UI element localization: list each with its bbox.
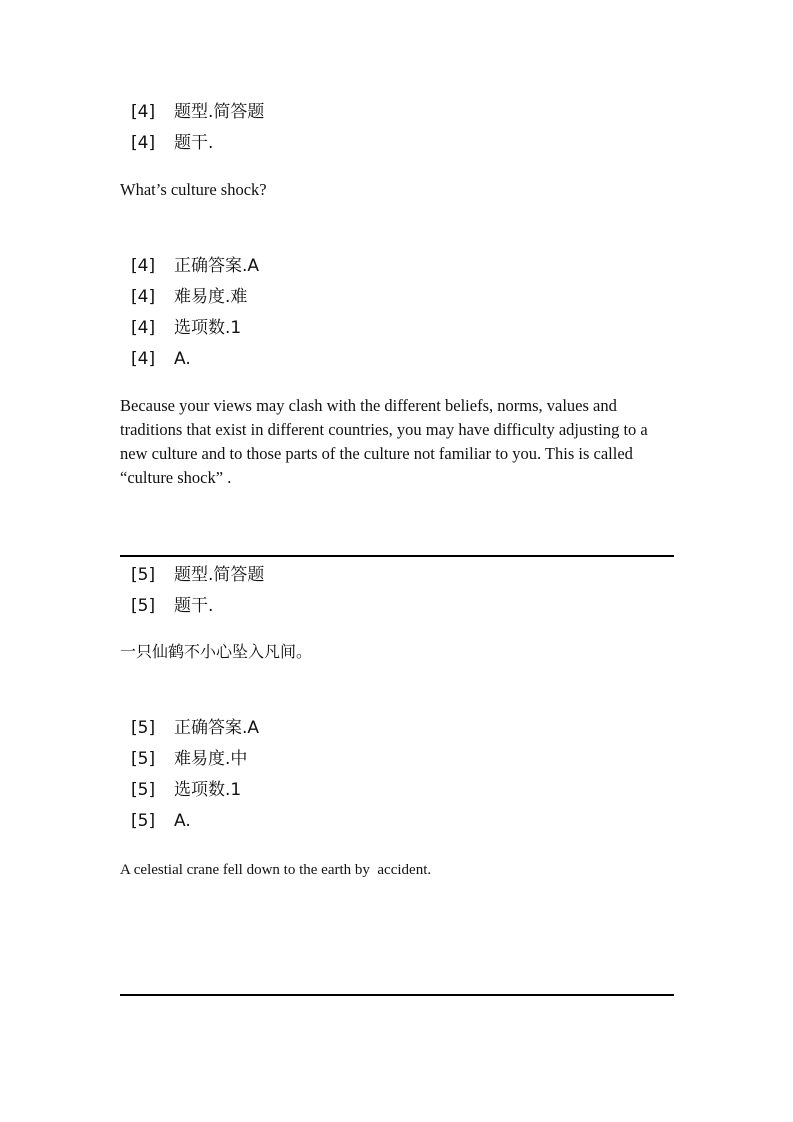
question-stem-label: [5] 题干. [131,596,214,616]
option-a-text: A celestial crane fell down to the earth by accident. [120,862,432,878]
option-a-label: [4] A. [131,349,191,369]
question-stem: What’s culture shock? [120,180,267,199]
correct-answer-line: [5] 正确答案.A [131,718,260,738]
option-count-line: [5] 选项数.1 [131,780,242,800]
correct-answer-line: [4] 正确答案.A [131,256,260,276]
option-count-line: [4] 选项数.1 [131,318,242,338]
question-type-line: [4] 题型.简答题 [131,102,265,122]
option-a-text: Because your views may clash with the different beliefs, norms, values and traditions that exist in different countries, you may have difficulty adjusting to a new culture and to those parts of the culture not familiar to you. This is called “culture shock” . [120,396,648,487]
question-stem: 一只仙鹤不小心坠入凡间。 [120,642,313,661]
option-a-label: [5] A. [131,811,191,831]
divider [120,555,674,557]
divider [120,994,674,996]
difficulty-line: [4] 难易度.难 [131,287,248,307]
question-stem-label: [4] 题干. [131,133,214,153]
question-type-line: [5] 题型.简答题 [131,565,265,585]
difficulty-line: [5] 难易度.中 [131,749,248,769]
